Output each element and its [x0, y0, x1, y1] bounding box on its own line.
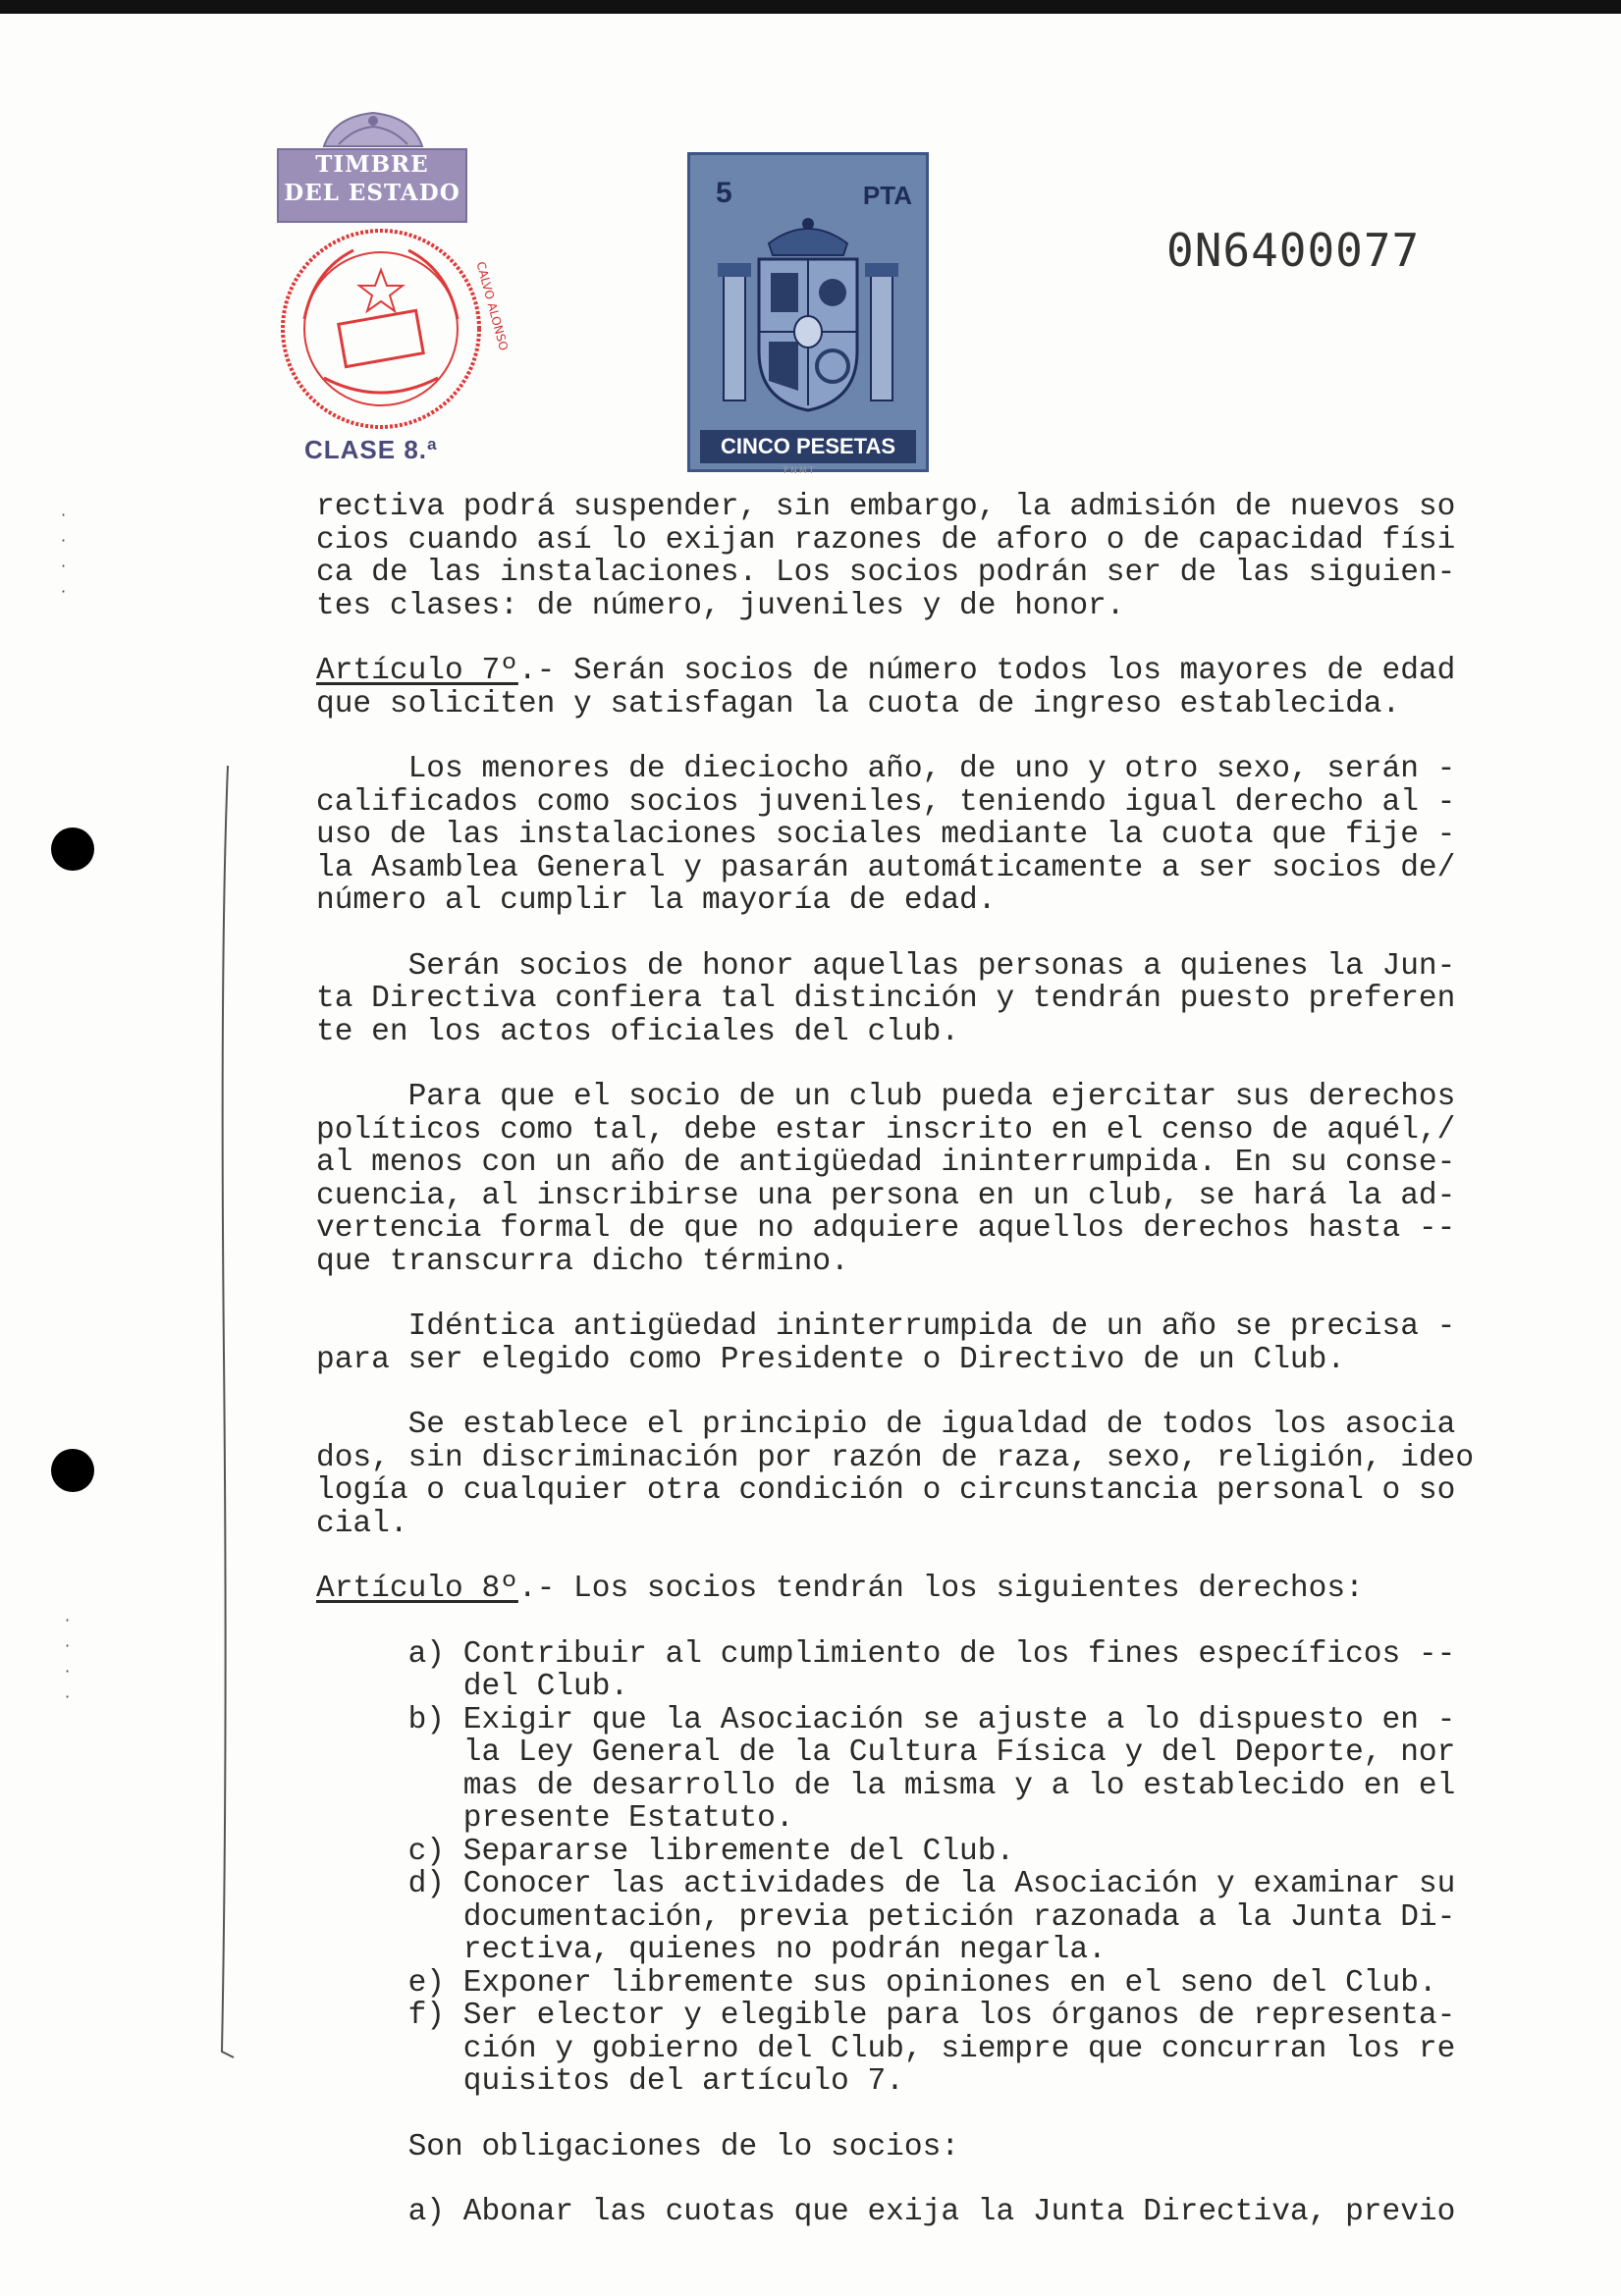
blank-line	[316, 721, 1543, 753]
text-line: la Ley General de la Cultura Física y del Deporte, nor	[316, 1735, 1456, 1770]
text-line: políticos como tal, debe estar inscrito en el censo de aquél,/	[316, 1112, 1456, 1148]
typed-body-text	[316, 491, 1543, 2229]
text-line: documentación, previa petición razonada a la Junta Di-	[316, 1899, 1456, 1935]
margin-dots: · · · ·	[61, 506, 67, 601]
text-line: cial.	[316, 1506, 408, 1541]
stamp-maker-mark: FNMT	[783, 466, 817, 476]
text-line: dos, sin discriminación por razón de raza, sexo, religión, ideo	[316, 1440, 1475, 1475]
blank-line	[316, 1278, 1543, 1310]
punch-hole-lower	[51, 1449, 94, 1492]
article-heading: Artículo 7º	[316, 654, 518, 688]
text-line: quisitos del artículo 7.	[316, 2064, 904, 2099]
text-line: f) Ser elector y elegible para los órganos de representa-	[316, 1999, 1456, 2033]
blank-line	[316, 622, 1543, 655]
timbre-line-2: DEL ESTADO	[284, 180, 460, 206]
margin-dots-lower: · · · ·	[65, 1611, 71, 1706]
text-line: uso de las instalaciones sociales mediante la cuota que fije -	[316, 818, 1456, 852]
red-seal-icon	[265, 211, 501, 437]
text-line: del Club.	[316, 1670, 629, 1704]
stamp-value: 5	[716, 177, 732, 209]
text-line: te en los actos oficiales del club.	[316, 1014, 960, 1049]
text-line: d) Conocer las actividades de la Asociación y examinar su	[316, 1867, 1456, 1901]
text-line: logía o cualquier otra condición o circunstancia personal o so	[316, 1473, 1456, 1508]
blank-line	[316, 918, 1543, 950]
five-peseta-stamp	[687, 152, 929, 472]
text-line: e) Exponer libremente sus opiniones en el seno del Club.	[316, 1965, 1437, 2001]
blank-line	[316, 1048, 1543, 1081]
ornament-icon	[314, 107, 432, 150]
text-line: Para que el socio de un club pueda ejercitar sus derechos	[316, 1080, 1456, 1114]
text-line: presente Estatuto.	[316, 1801, 794, 1836]
text-line: mas de desarrollo de la misma y a lo establecido en el	[316, 1768, 1456, 1803]
coat-of-arms-icon	[710, 204, 906, 420]
blank-line	[316, 2163, 1543, 2196]
article-heading: Artículo 8º	[316, 1572, 518, 1606]
text-line: tes clases: de número, juveniles y de honor.	[316, 588, 1125, 623]
text-line: al menos con un año de antigüedad ininterrumpida. En su conse-	[316, 1146, 1456, 1180]
text-line: Serán socios de honor aquellas personas a quienes la Jun-	[316, 948, 1456, 984]
text-line: a) Abonar las cuotas que exija la Junta Directiva, previo	[316, 2195, 1456, 2229]
text-line: Los menores de dieciocho año, de uno y otro sexo, serán -	[316, 752, 1456, 786]
text-line: calificados como socios juveniles, teniendo igual derecho al -	[316, 784, 1456, 820]
text-line: rectiva, quienes no podrán negarla.	[316, 1933, 1107, 1967]
punch-hole-upper	[51, 828, 94, 871]
text-line: b) Exigir que la Asociación se ajuste a lo dispuesto en -	[316, 1702, 1456, 1737]
blank-line	[316, 2099, 1543, 2131]
text-line: Son obligaciones de lo socios:	[316, 2129, 960, 2164]
stamp-footer: CINCO PESETAS	[700, 430, 916, 463]
text-line: que transcurra dicho término.	[316, 1244, 849, 1279]
blank-line	[316, 1606, 1543, 1638]
text-line: a) Contribuir al cumplimiento de los fines específicos --	[316, 1636, 1456, 1672]
blank-line	[316, 1376, 1543, 1409]
text-line: Artículo 7º.- Serán socios de número todos los mayores de edad	[316, 654, 1456, 688]
text-line: cios cuando así lo exijan razones de aforo o de capacidad físi	[316, 522, 1456, 558]
text-line: rectiva podrá suspender, sin embargo, la admisión de nuevos so	[316, 490, 1456, 524]
text-line: ca de las instalaciones. Los socios podrán ser de las siguien-	[316, 556, 1456, 590]
stamp-currency: PTA	[862, 181, 912, 210]
text-line: cuencia, al inscribirse una persona en un club, se hará la ad-	[316, 1178, 1456, 1213]
clase-label: CLASE 8.ª	[304, 435, 438, 464]
text-line: Artículo 8º.- Los socios tendrán los siguientes derechos:	[316, 1572, 1364, 1606]
text-line: vertencia formal de que no adquiere aquellos derechos hasta --	[316, 1211, 1456, 1246]
timbre-line-1: TIMBRE	[315, 151, 429, 178]
text-line: la Asamblea General y pasarán automáticamente a ser socios de/	[316, 850, 1456, 885]
scan-top-edge	[0, 0, 1621, 14]
text-line: ta Directiva confiera tal distinción y tendrán puesto preferen	[316, 982, 1456, 1016]
text-line: número al cumplir la mayoría de edad.	[316, 883, 997, 918]
seal-text: CALVO ALONSO	[473, 260, 512, 352]
timbre-del-estado-stamp	[265, 103, 512, 466]
text-line: c) Separarse libremente del Club.	[316, 1834, 1015, 1869]
blank-line	[316, 1540, 1543, 1573]
text-line: que soliciten y satisfagan la cuota de ingreso establecida.	[316, 686, 1401, 721]
text-line: Se establece el principio de igualdad de todos los asocia	[316, 1408, 1456, 1442]
serial-number: 0N6400077	[1166, 224, 1421, 277]
text-line: ción y gobierno del Club, siempre que concurran los re	[316, 2031, 1456, 2066]
text-line: Idéntica antigüedad ininterrumpida de un año se precisa -	[316, 1309, 1456, 1344]
margin-pencil-line-icon	[218, 766, 238, 2061]
text-line: para ser elegido como Presidente o Directivo de un Club.	[316, 1342, 1346, 1377]
